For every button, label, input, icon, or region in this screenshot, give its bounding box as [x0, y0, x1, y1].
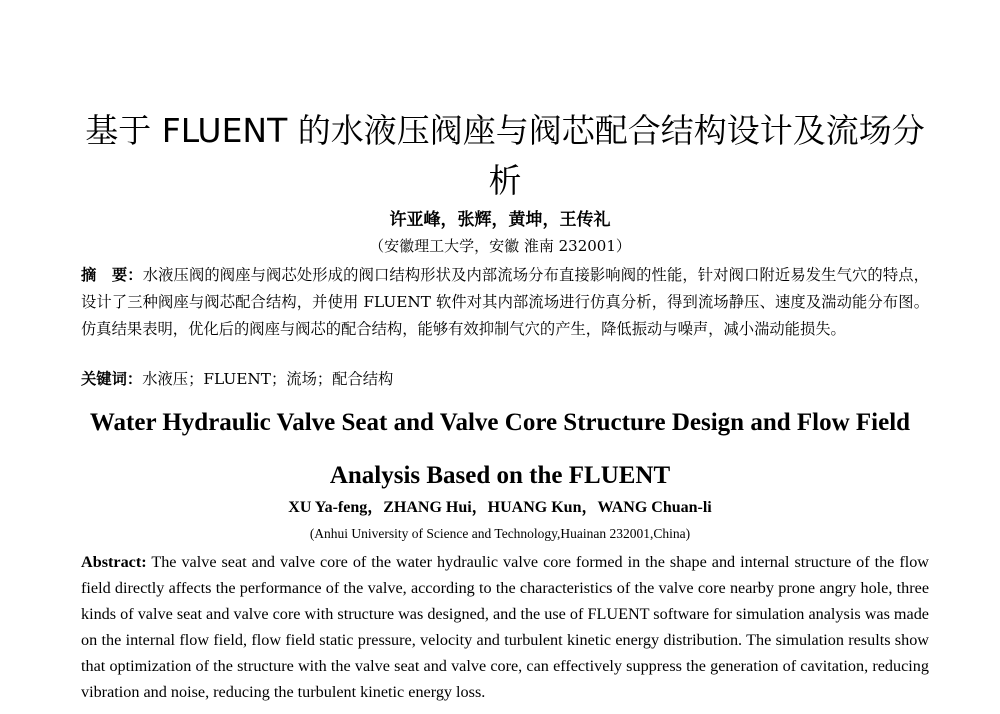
chinese-affiliation: （安徽理工大学，安徽 淮南 232001） — [369, 237, 631, 255]
chinese-abstract-text: 水液压阀的阀座与阀芯处形成的阀口结构形状及内部流场分布直接影响阀的性能，针对阀口附近易发生气穴的特点，设计了三种阀座与阀芯配合结构，并使用 FLUENT 软件对其内部流场进行仿真分析，得到流场静压、速度及湍动能分布图。仿真结果表明，优化后的阀座与阀芯的配合结构，能够有效抑制气穴的产生，降低振动与噪声，减小湍动能损失。 — [81, 266, 929, 338]
chinese-authors: 许亚峰，张辉，黄坤，王传礼 — [389, 210, 611, 230]
chinese-title: 基于 FLUENT 的水液压阀座与阀芯配合结构设计及流场分析 — [85, 111, 925, 200]
english-abstract-label: Abstract: — [81, 553, 147, 571]
chinese-keywords-label: 关键词： — [81, 370, 143, 388]
english-title: Water Hydraulic Valve Seat and Valve Core Structure Design and Flow Field Analysis Based on the FLUENT — [89, 409, 911, 489]
english-abstract — [81, 549, 929, 705]
english-abstract-text: The valve seat and valve core of the water hydraulic valve core formed in the shape and internal structure of the flow field directly affects the performance of the valve, according to the characteristics of the valve core nearby prone angry hole, three kinds of valve seat and valve core with structure was designed, and the use of FLUENT software for simulation analysis was made on the internal flow field, flow field static pressure, velocity and turbulent kinetic energy distribution. The simulation results show that optimization of the structure with the valve seat and valve core, can effectively suppress the generation of cavitation, reducing vibration and noise, reducing the turbulent kinetic energy loss. — [81, 553, 929, 701]
english-affiliation: (Anhui University of Science and Technology,Huainan 232001,China) — [309, 526, 691, 541]
chinese-abstract-label: 摘 要： — [81, 266, 143, 284]
chinese-keywords — [81, 367, 929, 391]
chinese-keywords-text: 水液压；FLUENT；流场；配合结构 — [142, 370, 394, 388]
english-authors: XU Ya-feng，ZHANG Hui，HUANG Kun，WANG Chuan-li — [288, 499, 712, 516]
chinese-abstract — [81, 262, 929, 343]
